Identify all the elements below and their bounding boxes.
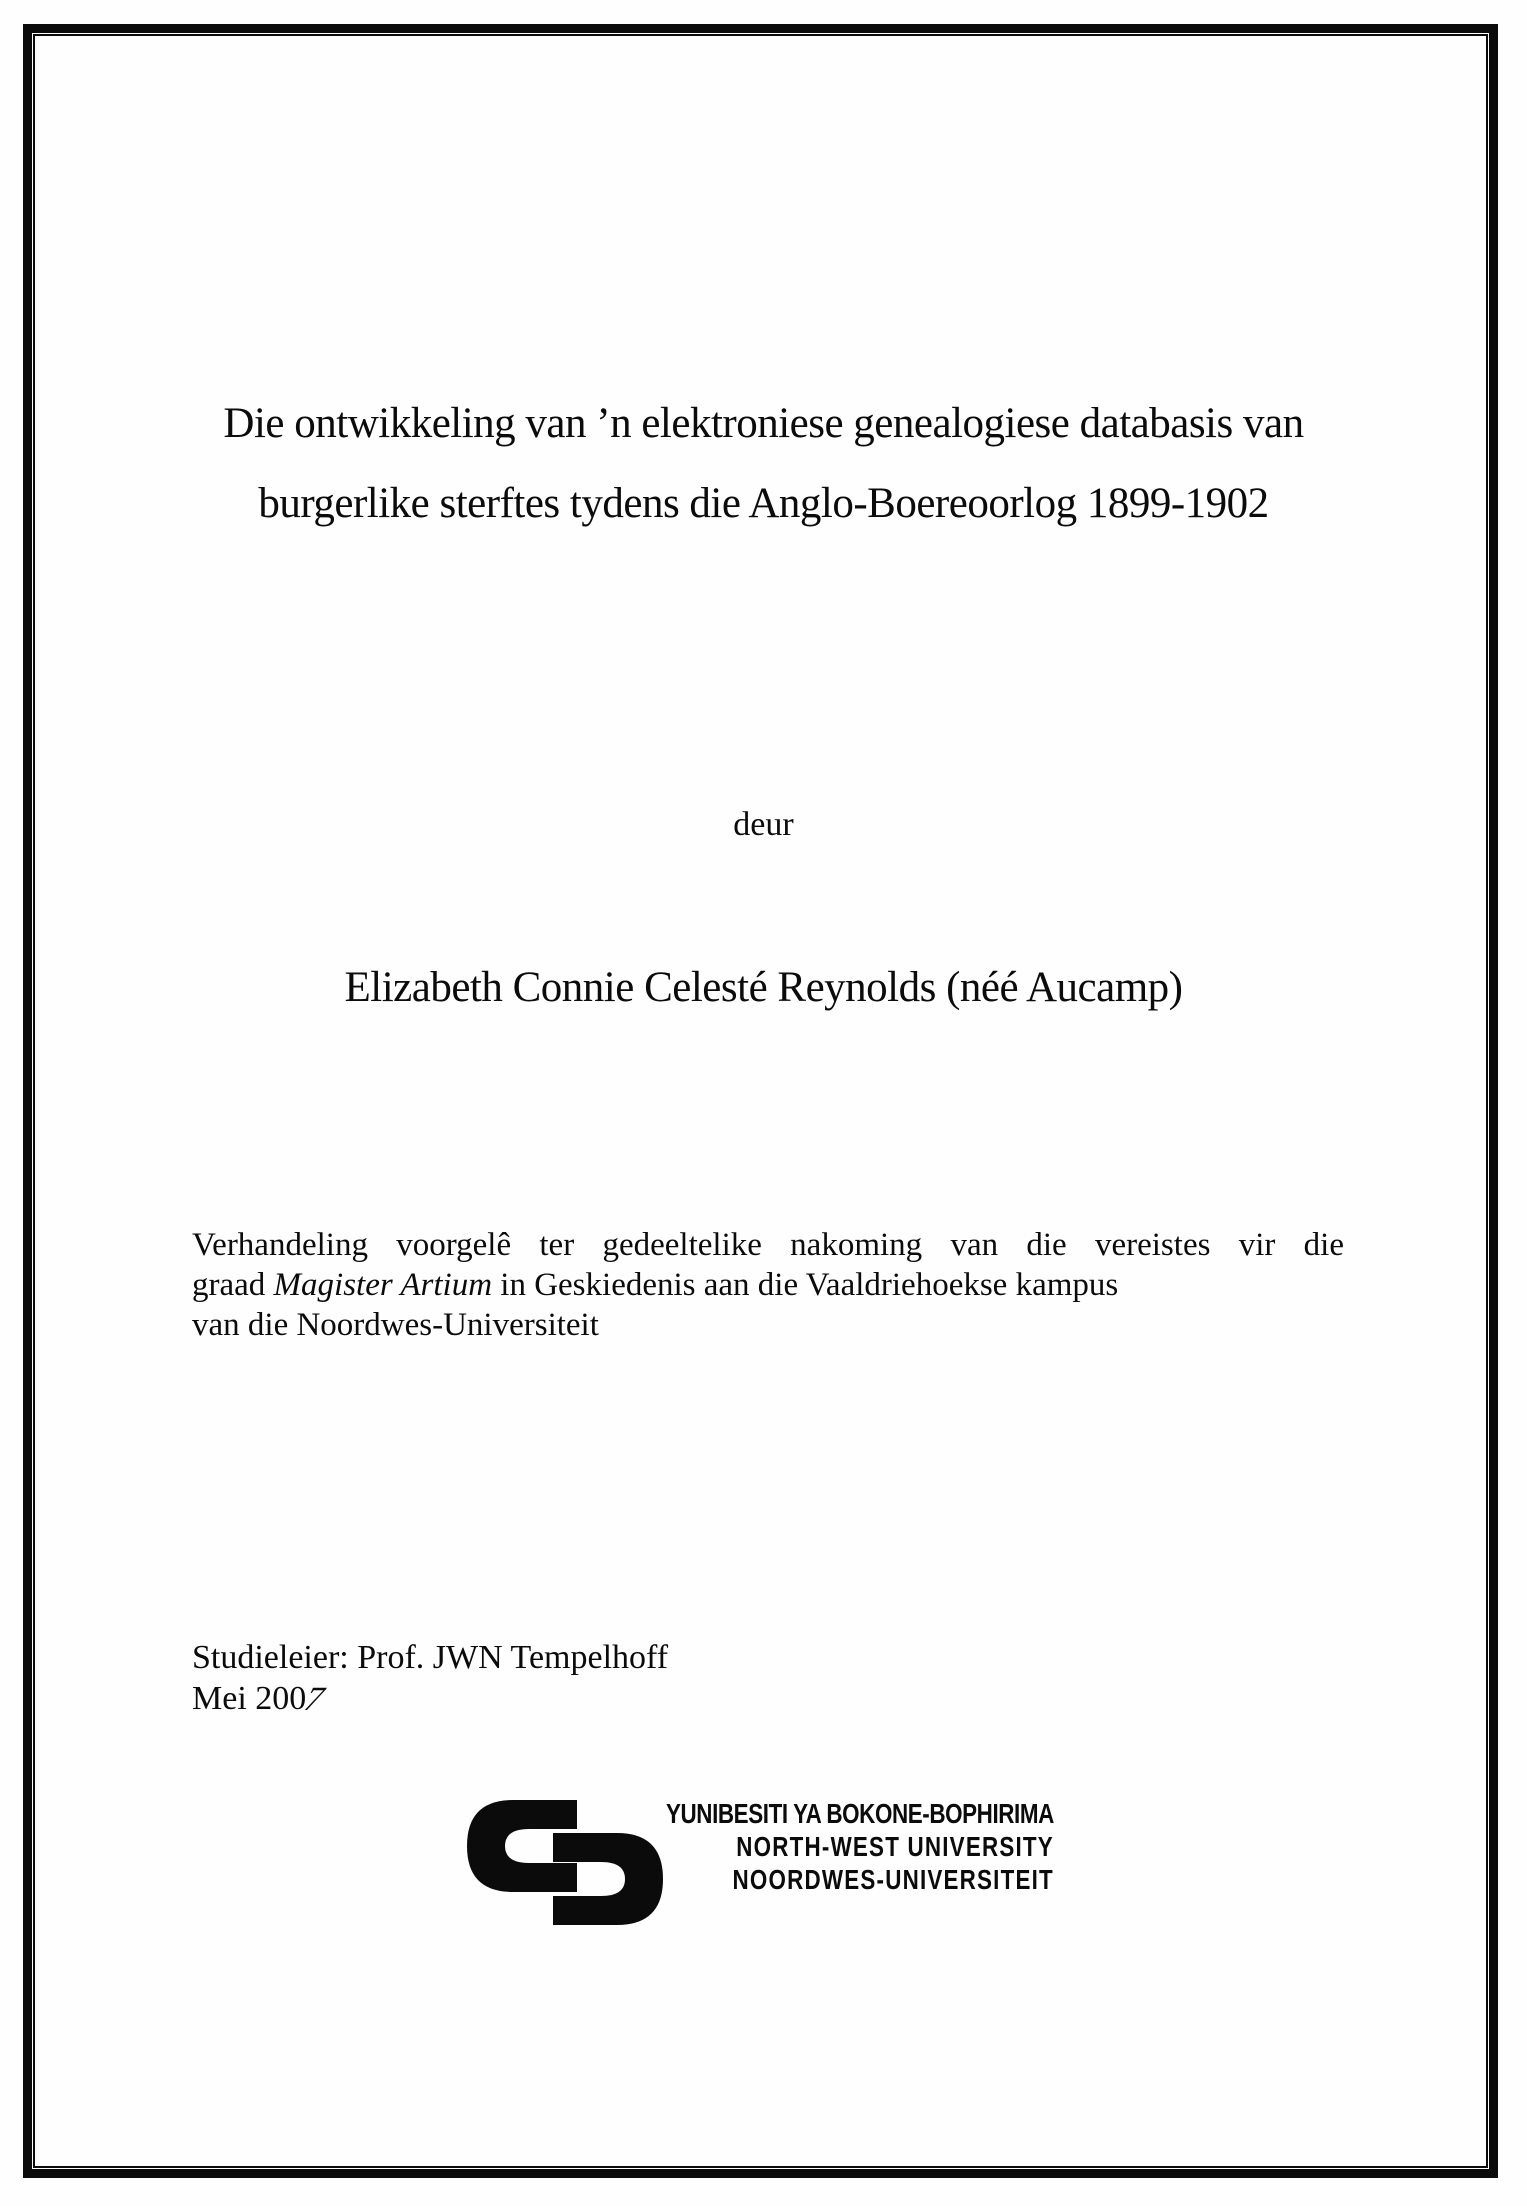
date-prefix: Mei 200	[192, 1680, 307, 1717]
declaration-paragraph	[192, 1225, 1344, 1345]
date-line	[192, 1678, 668, 1719]
supervisor-line: Studieleier: Prof. JWN Tempelhoff	[192, 1639, 669, 1676]
author-name: Elizabeth Connie Celesté Reynolds (néé Aucamp)	[344, 964, 1183, 1011]
declaration-line3: van die Noordwes-Universiteit	[192, 1307, 599, 1343]
thesis-title-line1: Die ontwikkeling van ’n elektroniese genealogiese databasis van	[223, 400, 1304, 447]
declaration-line1: Verhandeling voorgelê ter gedeeltelike nakoming van die vereistes vir die	[192, 1227, 1344, 1263]
university-name-block	[666, 1797, 1054, 1896]
declaration-line2-post: in Geskiedenis aan die Vaaldriehoekse kampus	[492, 1267, 1119, 1303]
thesis-title-line2: burgerlike sterftes tydens die Anglo-Boereoorlog 1899-1902	[258, 480, 1269, 527]
nwu-logo-icon	[467, 1800, 663, 1925]
declaration-line2	[192, 1265, 1344, 1305]
byline-deur: deur	[733, 806, 794, 843]
degree-name: Magister Artium	[273, 1267, 493, 1303]
date-last-digit: 7	[297, 1681, 332, 1718]
supervisor-block	[192, 1637, 668, 1719]
thesis-title	[0, 384, 1527, 544]
university-name-afrikaans: NOORDWES-UNIVERSITEIT	[732, 1864, 1054, 1895]
university-name-english: NORTH-WEST UNIVERSITY	[736, 1831, 1054, 1862]
declaration-line2-pre: graad	[192, 1267, 274, 1303]
university-name-setswana: YUNIBESITI YA BOKONE-BOPHIRIMA	[666, 1798, 1054, 1829]
